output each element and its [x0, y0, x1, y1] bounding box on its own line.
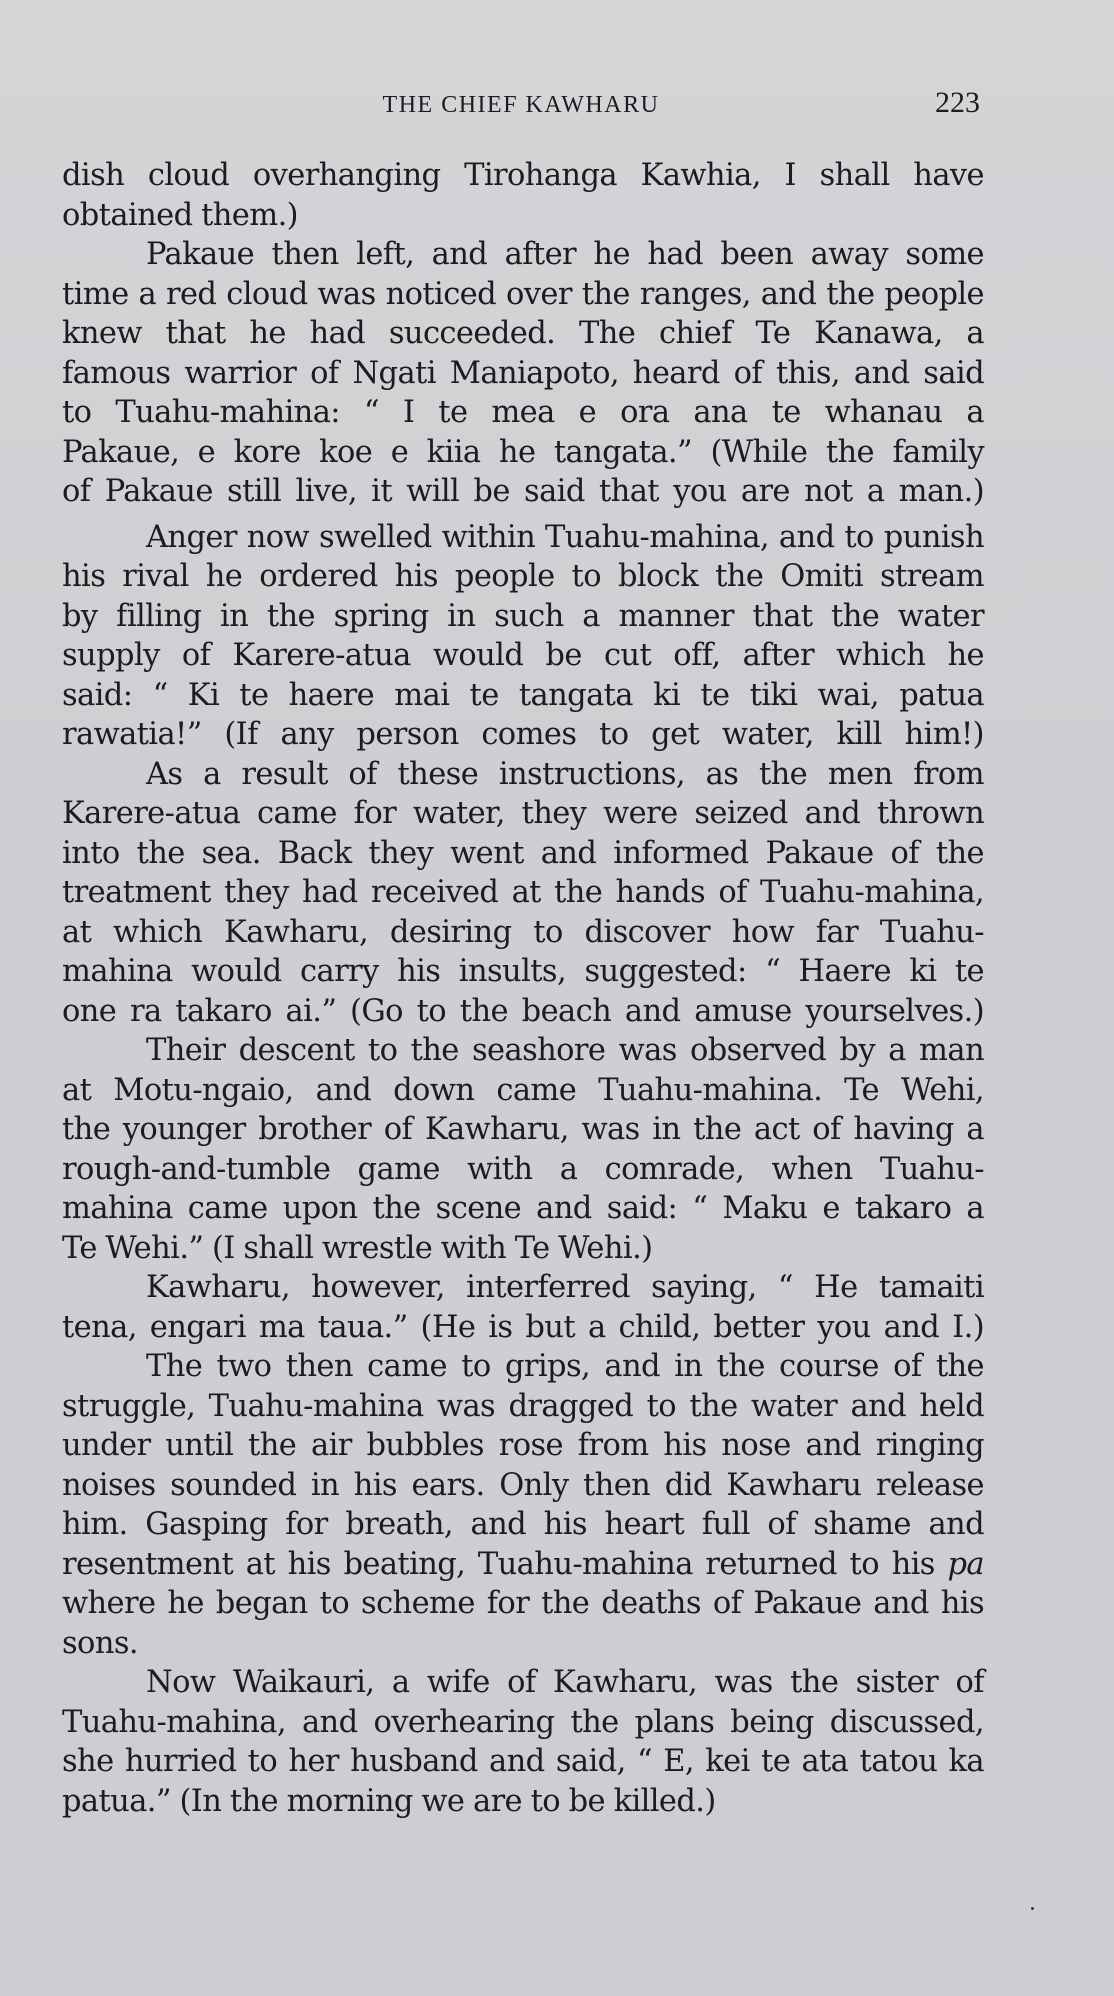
- text-line: The two then came to grips, and in the course of the: [146, 1349, 984, 1384]
- text-line: said: “ Ki te haere mai te tangata ki te tiki wai, patua: [62, 677, 984, 713]
- text-line: famous warrior of Ngati Maniapoto, heard of this, and said: [62, 355, 984, 391]
- running-header: [62, 86, 980, 126]
- text-line: into the sea. Back they went and informed Pakaue of the: [62, 835, 984, 871]
- text-line: to Tuahu-mahina: “ I te mea e ora ana te whanau a: [62, 395, 984, 430]
- italic-word: pa: [947, 1546, 984, 1582]
- text-line: obtained them.): [62, 197, 298, 233]
- text-line: under until the air bubbles rose from his nose and ringing: [62, 1428, 984, 1463]
- text-line: at which Kawharu, desiring to discover how far Tuahu-: [62, 914, 984, 950]
- text-segment: resentment at his beating, Tuahu-mahina returned to his: [62, 1546, 935, 1582]
- text-line: knew that he had succeeded. The chief Te Kanawa, a: [62, 316, 984, 351]
- text-line: supply of Karere-atua would be cut off, after which he: [62, 638, 984, 673]
- text-line: Their descent to the seashore was observed by a man: [146, 1033, 984, 1068]
- paper-speck: [1031, 1907, 1034, 1910]
- text-line: [62, 1545, 984, 1585]
- text-line: struggle, Tuahu-mahina was dragged to the water and held: [62, 1388, 984, 1424]
- text-line: noises sounded in his ears. Only then did Kawharu release: [62, 1467, 984, 1503]
- chapter-title: THE CHIEF KAWHARU: [382, 92, 660, 118]
- text-line: she hurried to her husband and said, “ E, kei te ata tatou ka: [62, 1744, 984, 1779]
- page-number: 223: [935, 86, 980, 119]
- text-line: mahina would carry his insults, suggested: “ Haere ki te: [62, 954, 984, 989]
- text-line: Kawharu, however, interferred saying, “ He tamaiti: [146, 1270, 984, 1305]
- text-line: of Pakaue still live, it will be said that you are not a man.): [62, 474, 984, 509]
- text-line: Now Waikauri, a wife of Kawharu, was the sister of: [146, 1665, 984, 1700]
- text-line: him. Gasping for breath, and his heart full of shame and: [62, 1507, 984, 1542]
- text-line: his rival he ordered his people to block the Omiti stream: [62, 559, 984, 594]
- text-line: rawatia!” (If any person comes to get water, kill him!): [62, 717, 984, 752]
- text-line: As a result of these instructions, as the men from: [146, 756, 984, 792]
- text-line: dish cloud overhanging Tirohanga Kawhia, I shall have: [62, 158, 984, 193]
- text-line: treatment they had received at the hands of Tuahu-mahina,: [62, 875, 984, 910]
- text-line: time a red cloud was noticed over the ranges, and the people: [62, 276, 984, 312]
- text-line: Te Wehi.” (I shall wrestle with Te Wehi.): [62, 1230, 653, 1266]
- text-line: tena, engari ma taua.” (He is but a child, better you and I.): [62, 1309, 984, 1345]
- text-line: mahina came upon the scene and said: “ Maku e takaro a: [62, 1191, 984, 1226]
- text-line: by filling in the spring in such a manner that the water: [62, 598, 984, 634]
- text-line: sons.: [62, 1625, 139, 1661]
- text-line: one ra takaro ai.” (Go to the beach and amuse yourselves.): [62, 993, 984, 1029]
- text-line: Karere-atua came for water, they were seized and thrown: [62, 796, 984, 831]
- text-line: the younger brother of Kawharu, was in the act of having a: [62, 1112, 984, 1147]
- text-line: Anger now swelled within Tuahu-mahina, and to punish: [146, 519, 984, 555]
- text-line: rough-and-tumble game with a comrade, when Tuahu-: [62, 1151, 984, 1187]
- text-line: Tuahu-mahina, and overhearing the plans being discussed,: [62, 1704, 984, 1740]
- text-line: at Motu-ngaio, and down came Tuahu-mahina. Te Wehi,: [62, 1072, 984, 1108]
- text-line: Pakaue then left, and after he had been away some: [146, 237, 984, 272]
- body-text: [62, 156, 984, 1821]
- text-line: Pakaue, e kore koe e kiia he tangata.” (While the family: [62, 434, 984, 470]
- text-line: patua.” (In the morning we are to be killed.): [62, 1783, 716, 1819]
- text-line: where he began to scheme for the deaths of Pakaue and his: [62, 1586, 984, 1621]
